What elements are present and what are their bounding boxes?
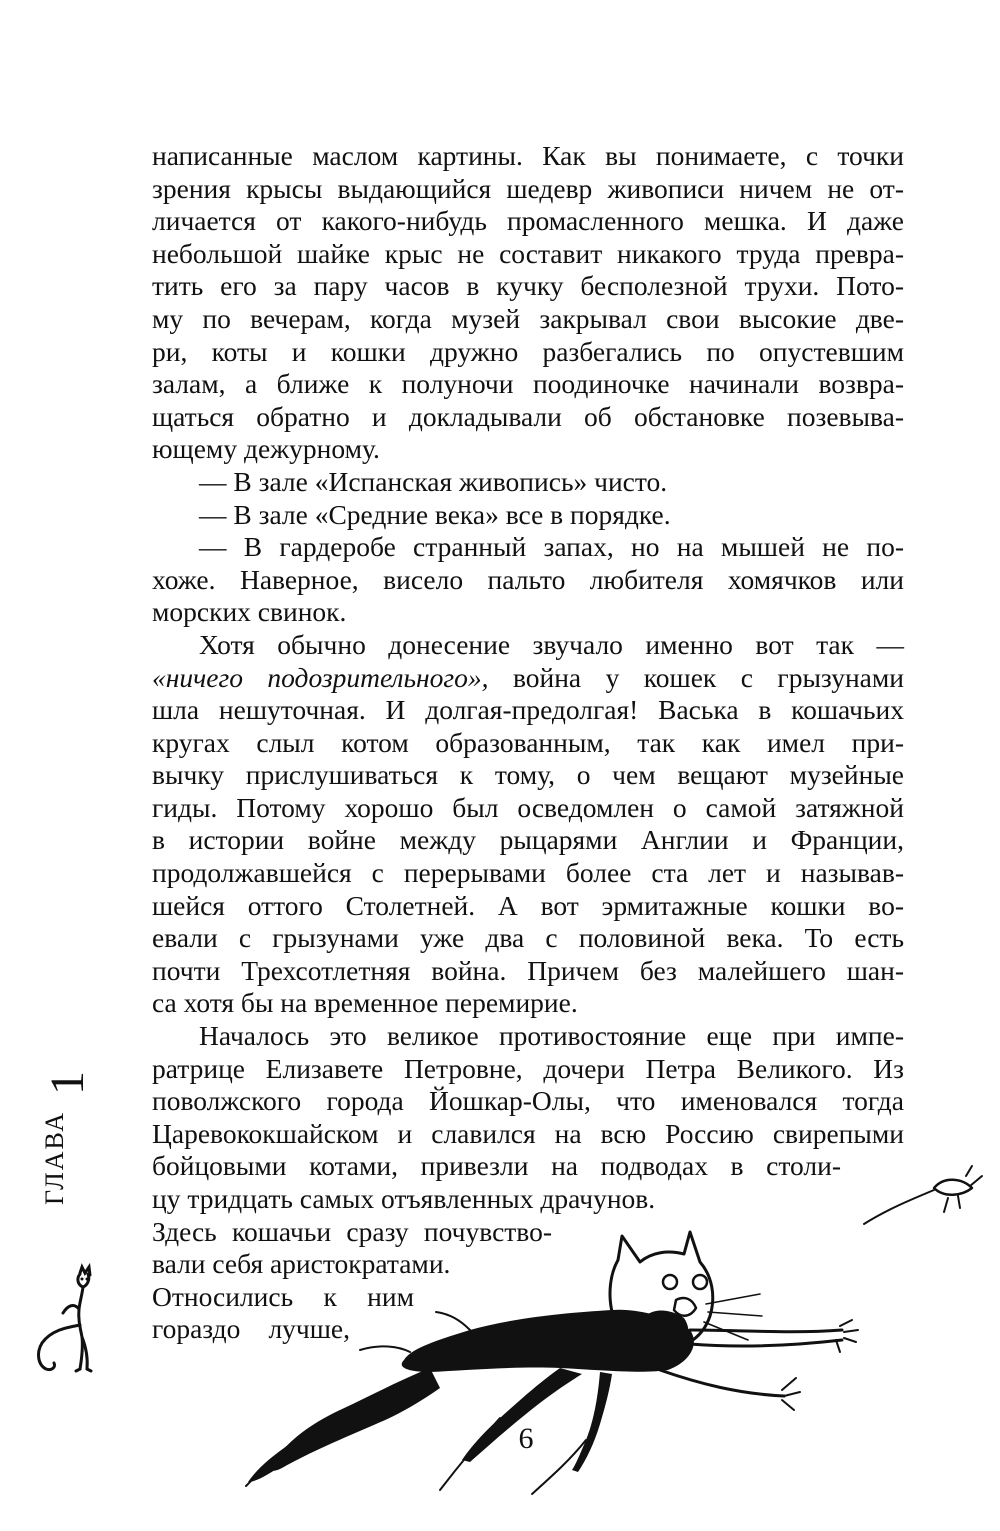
italic-phrase: «ничего подозрительного»,	[152, 661, 489, 693]
text-line: написанные маслом картины. Как вы понимаете, с точки	[152, 140, 904, 171]
text-line: евали с грызунами уже два с половиной века. То есть	[152, 922, 904, 954]
dialogue-line: — В зале «Средние века» все в порядке.	[199, 498, 671, 530]
text-line: небольшой шайке крыс не составит никакого труда превра-	[152, 237, 904, 269]
text-line: ющему дежурному.	[152, 433, 380, 465]
text-line: тить его за пару часов в кучку бесполезной трухи. Пото-	[152, 270, 904, 302]
text-line: щаться обратно и докладывали об обстановке позевыва-	[152, 400, 904, 432]
text-line: цу тридцать самых отъявленных драчунов.	[152, 1183, 656, 1214]
text-line: личается от какого-нибудь промасленного мешка. И даже	[152, 205, 904, 237]
text-line: залам, а ближе к полуночи поодиночке начинали возвра-	[152, 368, 904, 400]
dialogue-line: — В зале «Испанская живопись» чисто.	[199, 465, 668, 497]
text-line: бойцовыми котами, привезли на подводах в столи-	[152, 1150, 841, 1182]
text-line: Здесь кошачьи сразу почувство-	[152, 1215, 552, 1247]
chapter-number: 1	[41, 1071, 94, 1095]
text-line: вали себя аристократами.	[152, 1248, 451, 1280]
text-line: зрения крысы выдающийся шедевр живописи ничем не от-	[152, 172, 904, 204]
text-line: шла нешуточная. И долгая-предолгая! Васька в кошачьих	[152, 694, 904, 726]
text-line: продолжавшейся с перерывами более ста лет и называв-	[152, 857, 904, 889]
text-line: гораздо лучше,	[152, 1313, 350, 1345]
page-number: 6	[518, 1422, 534, 1455]
text-line: Относились к ним	[152, 1280, 414, 1312]
text-line: поволжского города Йошкар-Олы, что именовался тогда	[152, 1085, 904, 1117]
text-line: кругах слыл котом образованным, так как имел при-	[152, 726, 904, 758]
text-fragment: войнa у кошек с грызунами	[512, 661, 904, 693]
dialogue-line: — В гардеробе странный запах, но на мышей не по-	[199, 531, 904, 563]
text-line: Царевококшайском и славился на всю Россию свирепыми	[152, 1117, 904, 1149]
chapter-label: ГЛАВА	[40, 1111, 69, 1205]
text-line: почти Трехсотлетняя война. Причем без малейшего шан-	[152, 954, 904, 986]
text-line: са хотя бы на временное перемирие.	[152, 987, 578, 1019]
text-line: хоже. Наверное, висело пальто любителя хомячков или	[152, 563, 904, 595]
text-line: морских свинок.	[152, 596, 347, 628]
text-line: Началось это великое противостояние еще при импе-	[199, 1020, 904, 1052]
text-line: Хотя обычно донесение звучало именно вот так —	[199, 628, 904, 660]
text-line: в истории войне между рыцарями Англии и Франции,	[152, 824, 904, 856]
text-line: ри, коты и кошки дружно разбегались по опустевшим	[152, 335, 904, 367]
text-line: гиды. Потому хорошо был осведомлен о самой затяжной	[152, 791, 904, 823]
text-line: шейся оттого Столетней. А вот эрмитажные кошки во-	[152, 889, 904, 921]
text-line: вычку прислушиваться к тому, о чем вещают музейные	[152, 759, 904, 791]
text-line: му по вечерам, когда музей закрывал свои высокие две-	[152, 302, 904, 334]
text-line: ратрице Елизавете Петровне, дочери Петра Великого. Из	[152, 1052, 904, 1084]
